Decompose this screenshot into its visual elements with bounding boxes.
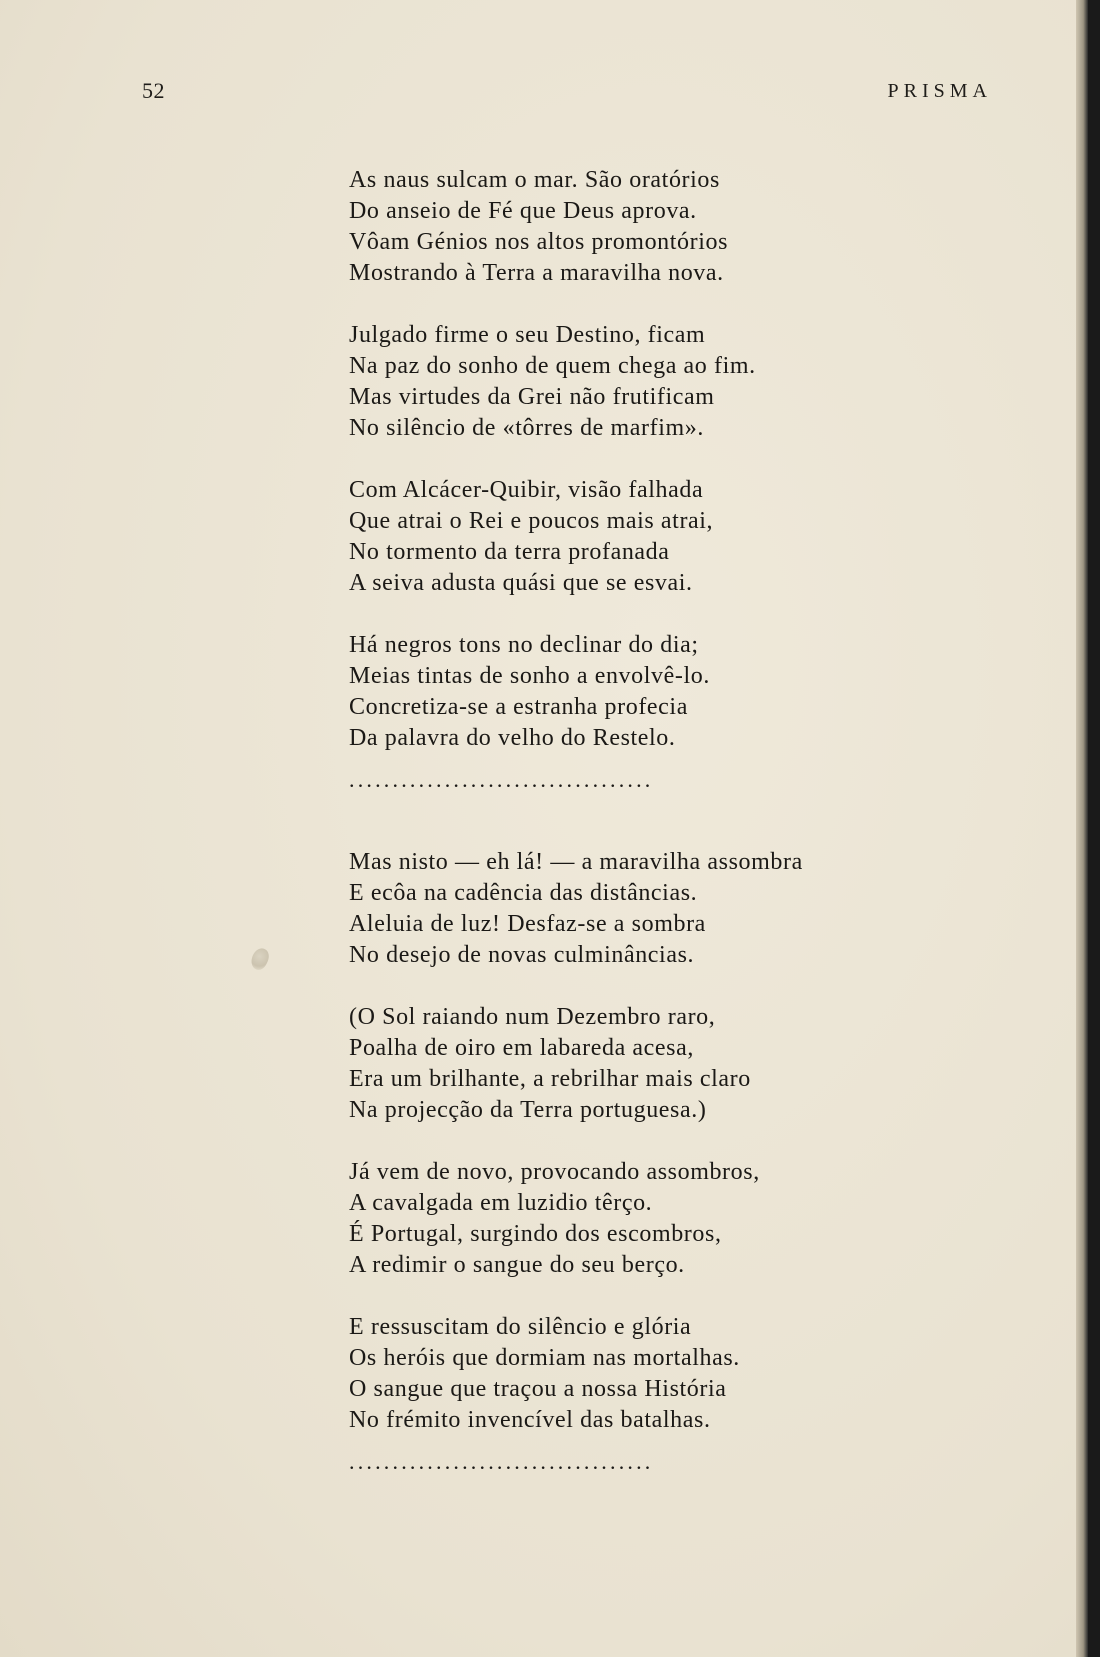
running-head: PRISMA: [887, 80, 992, 102]
stanza: [349, 165, 909, 289]
verse-line: A cavalgada em luzidio têrço.: [349, 1190, 653, 1216]
verse-line: No desejo de novas culminâncias.: [349, 942, 695, 968]
verse-line: A redimir o sangue do seu berço.: [349, 1252, 685, 1278]
stanza: [349, 630, 909, 754]
verse-line: Do anseio de Fé que Deus aprova.: [349, 198, 697, 224]
verse-line: E ecôa na cadência das distâncias.: [349, 880, 698, 906]
verse-line: Na projecção da Terra portuguesa.): [349, 1097, 707, 1123]
verse-line: As naus sulcam o mar. São oratórios: [349, 167, 720, 193]
verse-line: Era um brilhante, a rebrilhar mais claro: [349, 1066, 751, 1092]
verse-line: E ressuscitam do silêncio e glória: [349, 1314, 692, 1340]
verse-line: Julgado firme o seu Destino, ficam: [349, 322, 706, 348]
verse-line: Mas nisto — eh lá! — a maravilha assombra: [349, 849, 803, 875]
verse-line: No silêncio de «tôrres de marfim».: [349, 415, 704, 441]
verse-line: Com Alcácer-Quibir, visão falhada: [349, 477, 704, 503]
verse-line: Já vem de novo, provocando assombros,: [349, 1159, 760, 1185]
verse-line: No tormento da terra profanada: [349, 539, 670, 565]
verse-line: Mas virtudes da Grei não frutificam: [349, 384, 715, 410]
verse-line: (O Sol raiando num Dezembro raro,: [349, 1004, 716, 1030]
verse-line: Meias tintas de sonho a envolvê-lo.: [349, 663, 710, 689]
verse-line: Que atrai o Rei e poucos mais atrai,: [349, 508, 714, 534]
verse-line: Aleluia de luz! Desfaz-se a sombra: [349, 911, 706, 937]
verse-line: Há negros tons no declinar do dia;: [349, 632, 699, 658]
poem: [349, 165, 909, 1477]
stanza: [349, 320, 909, 444]
verse-line: Mostrando à Terra a maravilha nova.: [349, 260, 724, 286]
ellipsis-separator: ...................................: [349, 1449, 654, 1474]
verse-line: Na paz do sonho de quem chega ao fim.: [349, 353, 756, 379]
verse-line: Concretiza-se a estranha profecia: [349, 694, 688, 720]
page-edge-shadow: [1076, 0, 1088, 1657]
paper-stain: [248, 946, 272, 973]
verse-line: O sangue que traçou a nossa História: [349, 1376, 727, 1402]
verse-line: A seiva adusta quási que se esvai.: [349, 570, 693, 596]
stanza: [349, 1002, 909, 1126]
ellipsis-separator: ...................................: [349, 767, 654, 792]
verse-line: Da palavra do velho do Restelo.: [349, 725, 676, 751]
verse-line: No frémito invencível das batalhas.: [349, 1407, 711, 1433]
stanza: [349, 1157, 909, 1281]
verse-line: Vôam Génios nos altos promontórios: [349, 229, 729, 255]
verse-line: Os heróis que dormiam nas mortalhas.: [349, 1345, 740, 1371]
stanza: [349, 475, 909, 599]
stanza: [349, 1312, 909, 1436]
verse-line: Poalha de oiro em labareda acesa,: [349, 1035, 694, 1061]
verse-line: É Portugal, surgindo dos escombros,: [349, 1221, 722, 1247]
page-number: 52: [142, 78, 165, 103]
stanza: [349, 847, 909, 971]
